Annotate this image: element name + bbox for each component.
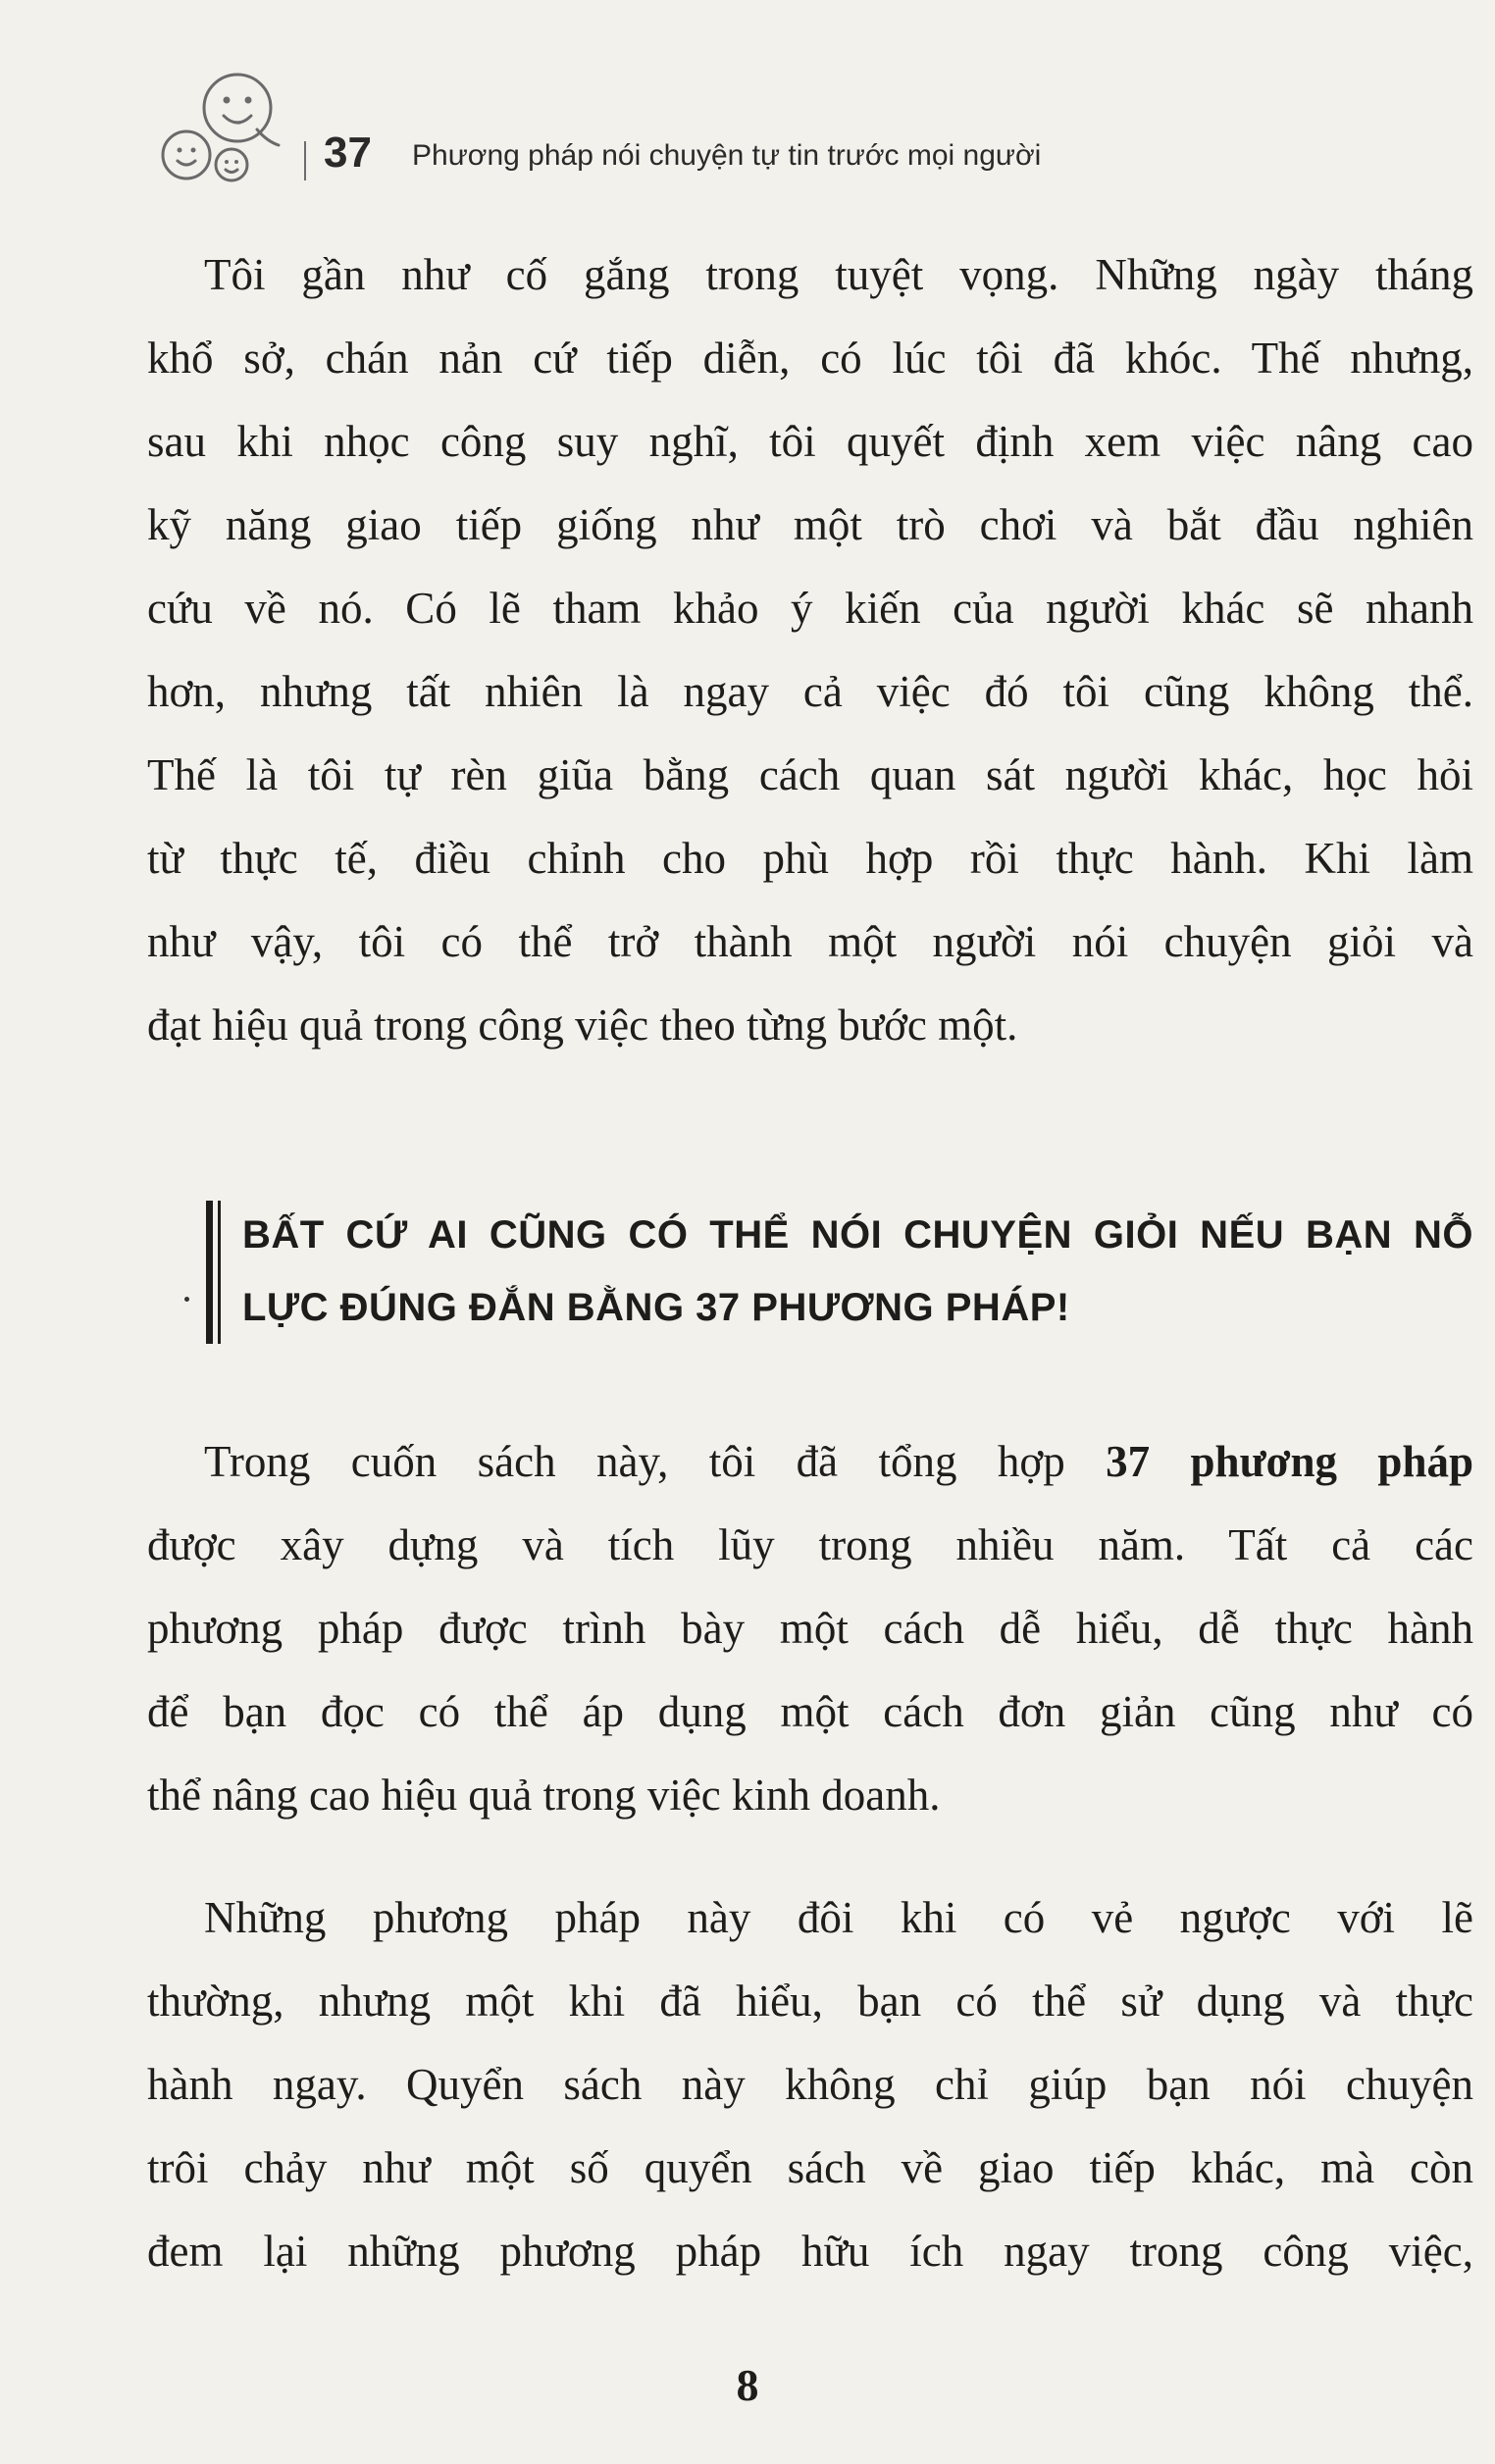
smiley-faces-icon [147,59,294,206]
text-run: Trong cuốn sách này, tôi đã tổng hợp [204,1437,1107,1486]
text-line: đem lại những phương pháp hữu ích ngay trong công việc, [147,2227,1473,2276]
heading-bar-thick [206,1201,213,1344]
running-title: Phương pháp nói chuyện tự tin trước mọi người [412,139,1042,172]
heading-line: LỰC ĐÚNG ĐẮN BẰNG 37 PHƯƠNG PHÁP! [242,1286,1070,1329]
text-line: cứu về nó. Có lẽ tham khảo ý kiến của người khác sẽ nhanh [147,584,1473,633]
text-line: thường, nhưng một khi đã hiểu, bạn có thể sử dụng và thực [147,1976,1473,2026]
paragraph-3 [147,1876,1473,2293]
heading-bar-thin [218,1201,221,1344]
heading-text [242,1199,1473,1344]
paragraph-1 [147,233,1473,1067]
text-line: để bạn đọc có thể áp dụng một cách đơn giản cũng như có [147,1687,1473,1736]
text-line: Những phương pháp này đôi khi có vẻ ngược với lẽ [204,1893,1473,1942]
text-line: thể nâng cao hiệu quả trong việc kinh doanh. [147,1771,941,1820]
text-line: trôi chảy như một số quyển sách về giao tiếp khác, mà còn [147,2143,1473,2192]
text-line [147,1420,1473,1504]
section-heading [147,1199,1473,1346]
text-line: hơn, nhưng tất nhiên là ngay cả việc đó tôi cũng không thể. [147,667,1473,716]
text-line: Thế là tôi tự rèn giũa bằng cách quan sát người khác, học hỏi [147,750,1473,799]
text-line: kỹ năng giao tiếp giống như một trò chơi và bắt đầu nghiên [147,500,1473,549]
header-divider [304,141,306,180]
chapter-number: 37 [324,128,372,177]
page-number: 8 [736,2360,759,2410]
paragraph-2 [147,1420,1473,1837]
running-header [147,59,1422,206]
text-line: đạt hiệu quả trong công việc theo từng bước một. [147,1001,1018,1050]
heading-line: BẤT CỨ AI CŨNG CÓ THỂ NÓI CHUYỆN GIỎI NẾU BẠN NỖ [242,1213,1473,1257]
text-line: phương pháp được trình bày một cách dễ hiểu, dễ thực hành [147,1604,1473,1653]
text-line: Tôi gần như cố gắng trong tuyệt vọng. Những ngày tháng [204,250,1473,299]
text-line: từ thực tế, điều chỉnh cho phù hợp rồi thực hành. Khi làm [147,834,1473,883]
bold-phrase: 37 phương pháp [1106,1437,1473,1486]
heading-dot [184,1297,189,1302]
text-line: hành ngay. Quyển sách này không chỉ giúp bạn nói chuyện [147,2060,1473,2109]
text-line: được xây dựng và tích lũy trong nhiều năm. Tất cả các [147,1520,1473,1569]
text-line: như vậy, tôi có thể trở thành một người nói chuyện giỏi và [147,917,1473,966]
text-line: sau khi nhọc công suy nghĩ, tôi quyết định xem việc nâng cao [147,417,1473,466]
text-line: khổ sở, chán nản cứ tiếp diễn, có lúc tôi đã khóc. Thế nhưng, [147,334,1473,383]
